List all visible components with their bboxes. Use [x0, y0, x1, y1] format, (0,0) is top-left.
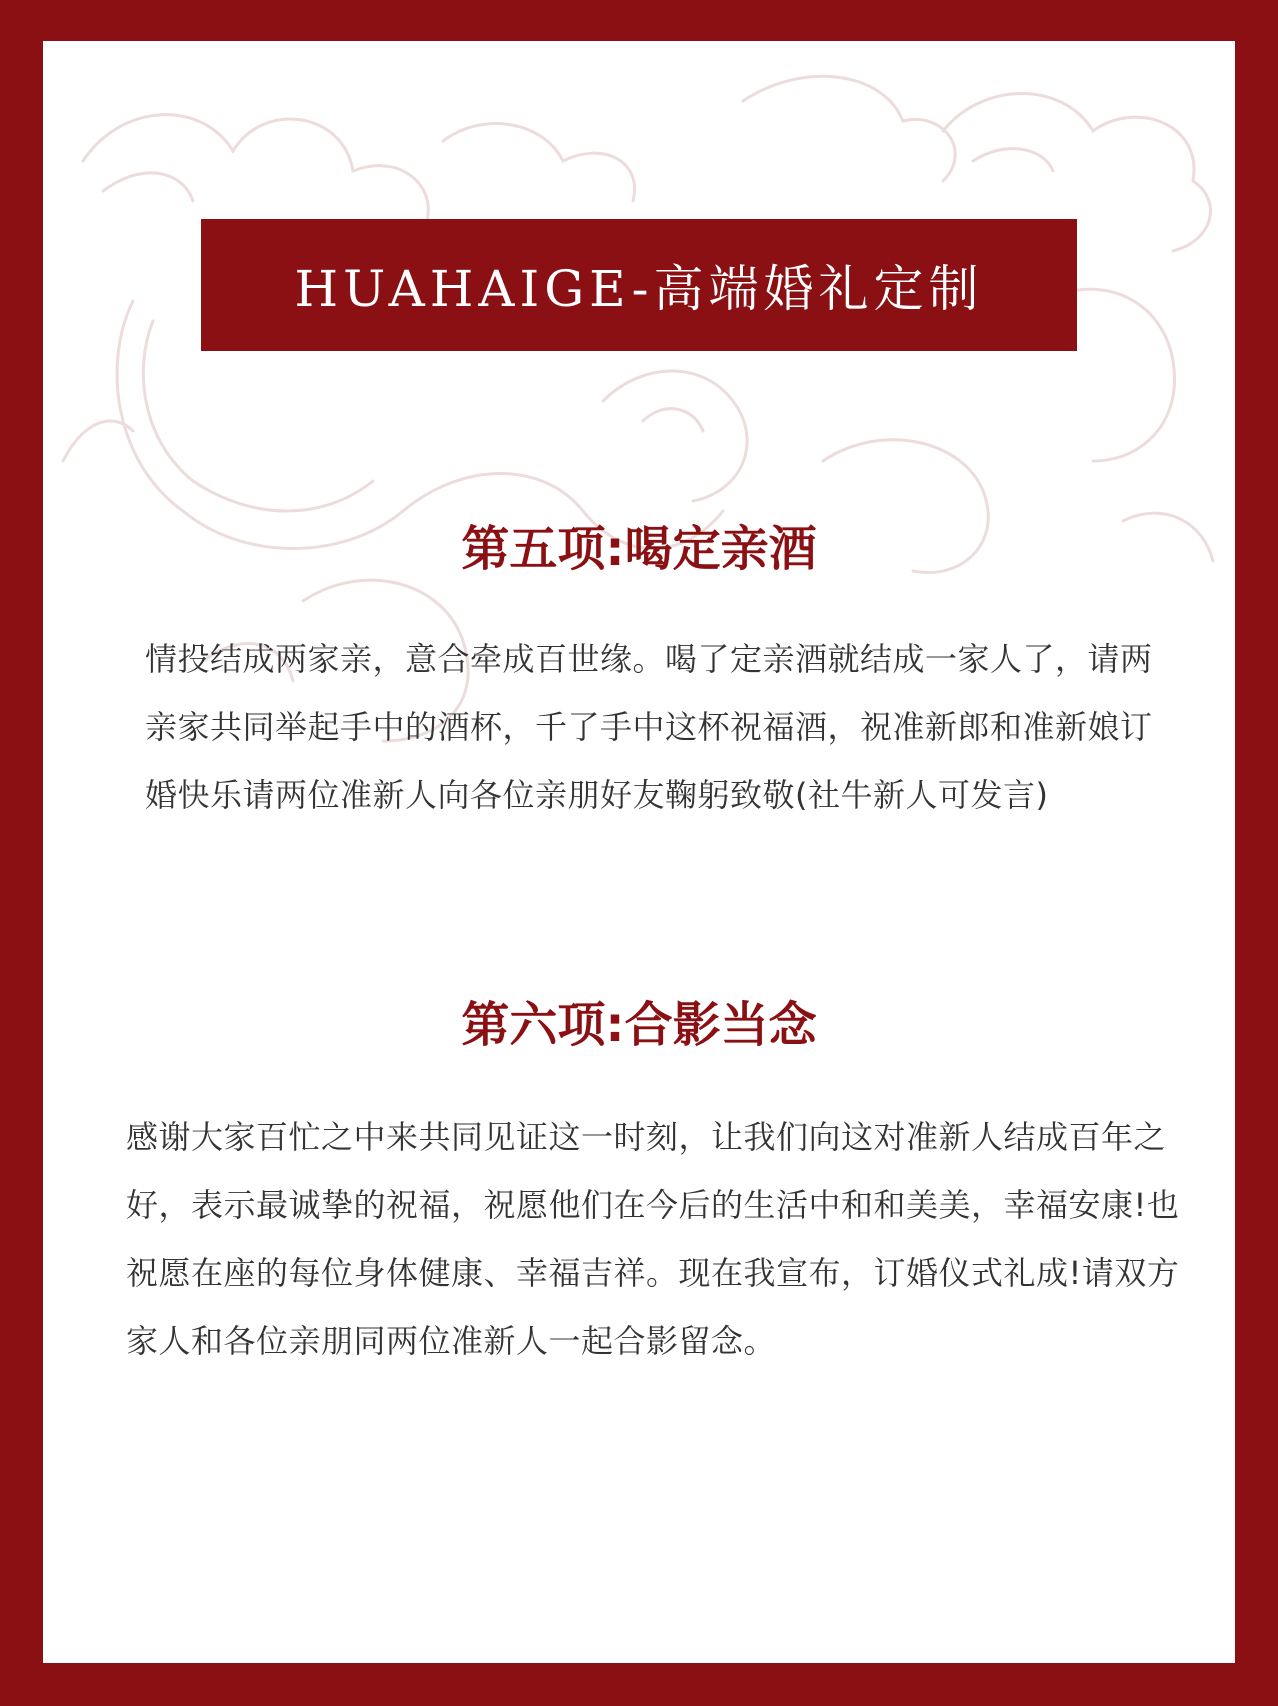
section-five-body: 情投结成两家亲，意合牵成百世缘。喝了定亲酒就结成一家人了，请两亲家共同举起手中的酒杯，千了手中这杯祝福酒，祝准新郎和准新娘订婚快乐请两位准新人向各位亲朋好友鞠躬致敬(社牛新人可发言)	[145, 640, 1153, 814]
content-card	[43, 41, 1235, 1663]
section-five-title: 第五项:喝定亲酒	[461, 521, 817, 577]
title-banner	[201, 219, 1077, 351]
section-six-body: 感谢大家百忙之中来共同见证这一时刻，让我们向这对准新人结成百年之好，表示最诚挚的祝福，祝愿他们在今后的生活中和和美美，幸福安康!也祝愿在座的每位身体健康、幸福吉祥。现在我宣布，订婚仪式礼成!请双方家人和各位亲朋同两位准新人一起合影留念。	[126, 1118, 1180, 1360]
section-six-title: 第六项:合影当念	[461, 997, 817, 1053]
banner-title: HUAHAIGE-高端婚礼定制	[294, 260, 984, 318]
